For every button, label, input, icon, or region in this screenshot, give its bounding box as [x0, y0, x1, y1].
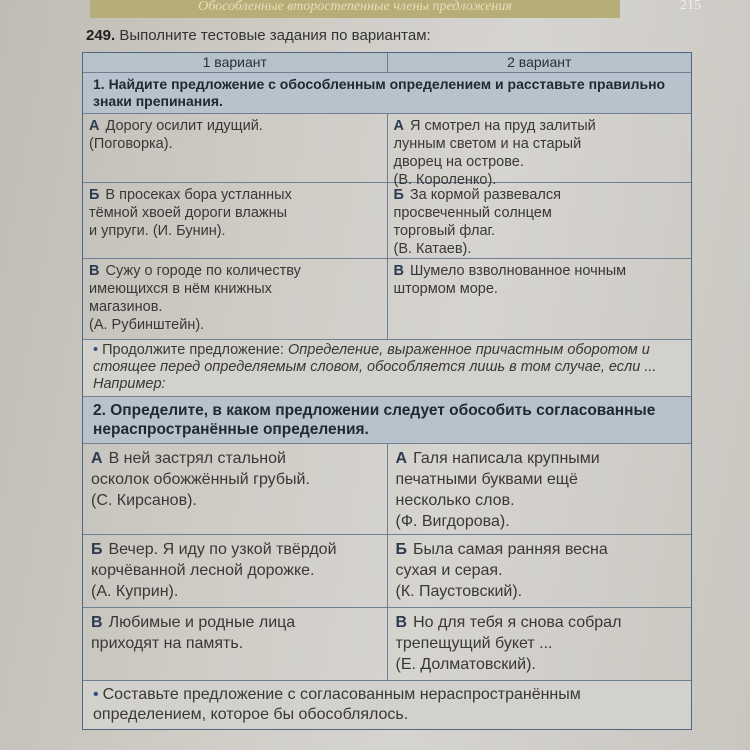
task-heading	[86, 27, 431, 44]
page-number: 215	[680, 0, 701, 13]
q1-option-row-a	[83, 113, 691, 188]
variant-1-header: 1 вариант	[202, 54, 267, 70]
variant-header-row	[83, 53, 691, 72]
q2-variant2-option-a	[387, 444, 692, 534]
option-letter: А	[89, 118, 100, 134]
option-letter: А	[395, 450, 408, 467]
option-letter: А	[91, 450, 103, 467]
q1-variant1-option-c	[83, 259, 387, 339]
option-letter: В	[393, 263, 404, 279]
test-table	[82, 52, 692, 730]
q2-variant1-option-b	[83, 535, 387, 607]
question-2-note	[83, 680, 691, 729]
option-letter: Б	[393, 187, 404, 203]
option-letter: А	[393, 118, 404, 134]
option-letter: В	[89, 263, 100, 279]
option-text: Вечер. Я иду по узкой твёрдой корчёванной лесной дорожке. (А. Куприн).	[91, 541, 337, 600]
option-text: В ней застрял стальной осколок обожжённый грубый. (С. Кирсанов).	[91, 450, 310, 509]
q1-variant2-option-b	[387, 183, 692, 258]
bullet-icon: •	[93, 342, 99, 358]
option-text: За кормой развевался просвеченный солнцем торговый флаг. (В. Катаев).	[393, 187, 561, 257]
option-text: Но для тебя я снова собрал трепещущий букет ... (Е. Долматовский).	[395, 614, 622, 673]
task-number: 249.	[86, 27, 116, 44]
note-lead: Продолжите предложение:	[102, 342, 284, 358]
q1-option-row-b	[83, 182, 691, 258]
q2-option-row-b	[83, 534, 691, 607]
option-letter: В	[91, 614, 103, 631]
option-letter: Б	[89, 187, 100, 203]
option-text: Дорогу осилит идущий. (Поговорка).	[89, 118, 263, 152]
option-text: Галя написала крупными печатными буквами ещё несколько слов. (Ф. Вигдорова).	[395, 450, 600, 530]
note-text: Определение, выраженное причастным оборотом и стоящее перед определяемым словом, обособляется лишь в том случае, если ... Например:	[93, 342, 657, 392]
option-text: Сужу о городе по количеству имеющихся в нём книжных магазинов. (А. Рубинштейн).	[89, 263, 301, 333]
q2-variant2-option-b	[387, 535, 692, 607]
q1-variant1-option-b	[83, 183, 387, 258]
q2-variant1-option-a	[83, 444, 387, 534]
question-2-title: 2. Определите, в каком предложении следует обособить согласованные нераспространённые определения.	[83, 396, 691, 443]
bullet-icon: •	[93, 686, 99, 703]
q1-variant1-option-a	[83, 114, 387, 182]
option-text: В просеках бора устланных тёмной хвоей дороги влажны и упруги. (И. Бунин).	[89, 187, 292, 239]
option-letter: Б	[395, 541, 407, 558]
option-letter: В	[395, 614, 408, 631]
question-1-note	[83, 339, 691, 396]
option-letter: Б	[91, 541, 103, 558]
q2-variant1-option-c	[83, 608, 387, 680]
option-text: Была самая ранняя весна сухая и серая. (К. Паустовский).	[395, 541, 608, 600]
option-text: Шумело взволнованное ночным штормом море.	[393, 263, 627, 297]
option-text: Любимые и родные лица приходят на память.	[91, 614, 296, 652]
section-header-band: Обособленные второстепенные члены предложения	[90, 0, 620, 18]
q2-option-row-a	[83, 443, 691, 534]
variant-2-header: 2 вариант	[387, 53, 692, 72]
q1-variant2-option-a	[387, 114, 692, 188]
q2-option-row-c	[83, 607, 691, 680]
q1-variant2-option-c	[387, 259, 692, 339]
q2-variant2-option-c	[387, 608, 692, 680]
option-text: Я смотрел на пруд залитый лунным светом и на старый дворец на острове. (В. Короленко).	[393, 118, 596, 188]
note-text: Составьте предложение с согласованным нераспространённым определением, которое бы обособлялось.	[93, 686, 581, 723]
q1-option-row-c	[83, 258, 691, 339]
question-1-title: 1. Найдите предложение с обособленным определением и расставьте правильно знаки препинания.	[83, 72, 691, 113]
task-instruction: Выполните тестовые задания по вариантам:	[119, 27, 431, 44]
